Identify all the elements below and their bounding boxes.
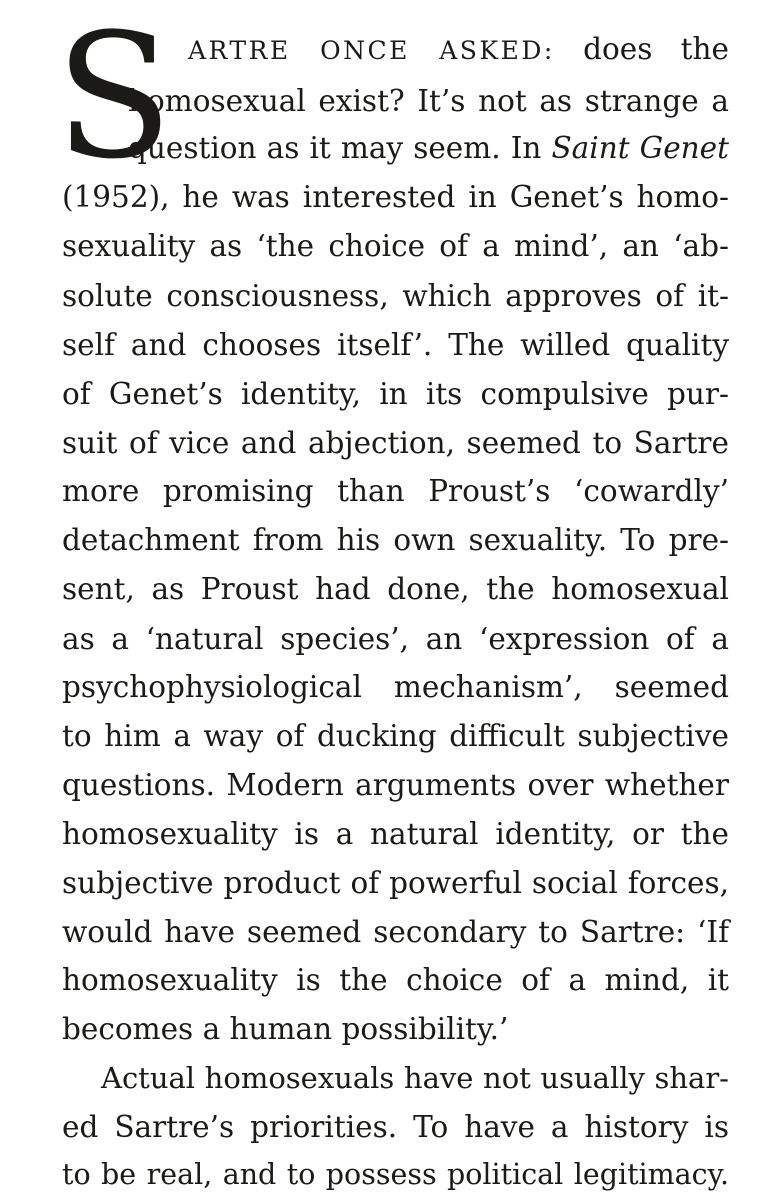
text-line: suit of vice and abjection, seemed to Sartre	[62, 426, 729, 460]
text-line: sent, as Proust had done, the homosexual	[62, 572, 729, 606]
smallcaps-opening: ARTRE ONCE ASKED:	[188, 36, 555, 65]
text-line: to him a way of ducking difficult subjective	[62, 719, 729, 753]
text-line	[188, 29, 729, 69]
text-line: as a ‘natural species’, an ‘expression of a	[62, 622, 729, 656]
text-line: self and chooses itself’. The willed quality	[62, 328, 729, 362]
text-line: ed Sartre’s priorities. To have a history is	[62, 1110, 729, 1144]
text-line: questions. Modern arguments over whether	[62, 768, 729, 802]
text-span: question as it may seem. In	[128, 131, 552, 165]
drop-cap: S	[55, 0, 173, 197]
text-line: subjective product of powerful social forces,	[62, 866, 729, 900]
text-line: (1952), he was interested in Genet’s homo-	[62, 180, 729, 214]
text-line: becomes a human possibility.’	[62, 1012, 509, 1046]
text-line: Actual homosexuals have not usually shar-	[101, 1061, 729, 1095]
text-line: homosexuality is the choice of a mind, it	[62, 963, 729, 997]
text-line: sexuality as ‘the choice of a mind’, an ‘ab-	[62, 229, 729, 263]
text-line: to be real, and to possess political legitimacy.	[62, 1158, 729, 1191]
text-line: homosexual exist? It’s not as strange a	[128, 84, 729, 118]
text-line: detachment from his own sexuality. To pre-	[62, 523, 729, 557]
text-line: of Genet’s identity, in its compulsive pur-	[62, 377, 729, 411]
book-title: Saint Genet	[551, 131, 729, 165]
text-line	[128, 128, 729, 168]
text-line: homosexuality is a natural identity, or the	[62, 817, 729, 851]
text-line: solute consciousness, which approves of it-	[62, 279, 729, 313]
text-line: psychophysiological mechanism’, seemed	[62, 670, 729, 704]
text-line: more promising than Proust’s ‘cowardly’	[62, 474, 729, 508]
text-span: does the	[554, 32, 729, 66]
text-line: would have seemed secondary to Sartre: ‘If	[62, 915, 729, 949]
